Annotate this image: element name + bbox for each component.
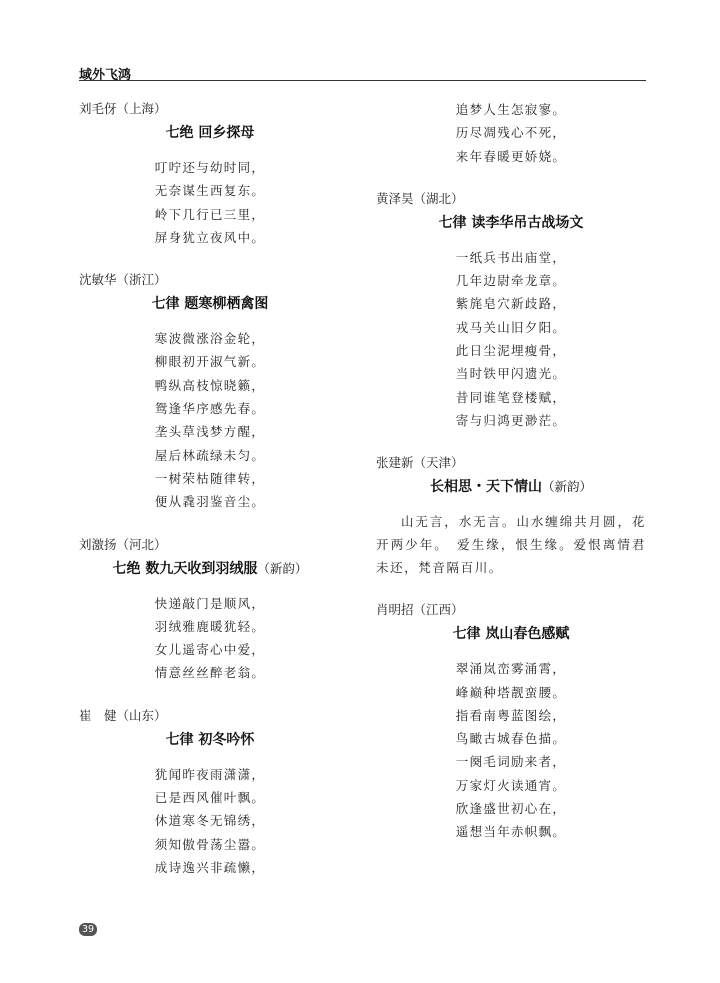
poem-line: 鸭纵高枝惊晓籁， bbox=[154, 377, 266, 393]
poem-title: 七绝 回乡探母 bbox=[165, 125, 255, 141]
poem-lines bbox=[79, 592, 341, 685]
poem-title: 七律 岚山春色感赋 bbox=[452, 626, 570, 643]
poem-line: 戎马关山旧夕阳。 bbox=[455, 319, 567, 335]
poem-line: 遥想当年赤帜飘。 bbox=[455, 824, 567, 840]
poem-line: 昔同谁笔登楼赋， bbox=[455, 389, 567, 405]
poem-line: 欣逢盛世初心在， bbox=[455, 801, 567, 817]
poem-author: 刘激扬（河北） bbox=[79, 536, 167, 552]
poem-author: 崔 健（山东） bbox=[79, 707, 167, 723]
poem-line: 追梦人生怎寂寥。 bbox=[455, 102, 567, 117]
poem-title-note: （新韵） bbox=[257, 560, 308, 576]
poem-line: 来年春暖更娇娆。 bbox=[455, 148, 567, 164]
poem-line: 情意丝丝醉老翁。 bbox=[154, 665, 266, 681]
poem-title: 七律 初冬吟怀 bbox=[165, 731, 255, 748]
poem-line: 犹闻昨夜雨潇潇， bbox=[154, 766, 266, 782]
poem-lines bbox=[79, 327, 341, 513]
poem-line: 历尽凋残心不死， bbox=[455, 125, 567, 141]
poem-line: 寒波微涨浴金轮， bbox=[154, 331, 266, 347]
poem-line: 此日尘泥埋瘦骨， bbox=[455, 343, 567, 359]
poem-line: 屋后林疏绿未匀。 bbox=[154, 447, 266, 463]
poem-line: 万家灯火读通宵。 bbox=[455, 777, 567, 793]
poem-title-text: 长相思・天下情山 bbox=[429, 479, 542, 496]
poem-line: 垄头草浅梦方醒， bbox=[154, 424, 266, 440]
poem-line: 一树荣枯随律转， bbox=[154, 470, 266, 486]
poem-line: 一纸兵书出庙堂， bbox=[455, 249, 567, 265]
poem-line: 一阕毛词励来者， bbox=[455, 754, 567, 770]
right-column bbox=[376, 98, 646, 844]
poem-shen-minhua bbox=[79, 269, 341, 513]
poem-author: 张建新（天津） bbox=[376, 455, 464, 471]
poem-huang-zehao bbox=[376, 188, 646, 432]
poem-title bbox=[79, 556, 341, 582]
header-rule bbox=[79, 80, 646, 81]
poem-zhang-jianxin bbox=[376, 452, 646, 579]
poem-line: 叮咛还与幼时同， bbox=[154, 160, 266, 175]
poem-line: 柳眼初开淑气新。 bbox=[154, 354, 266, 370]
poem-author: 刘毛伢（上海） bbox=[79, 101, 167, 116]
poem-author: 肖明招（江西） bbox=[376, 602, 464, 618]
poem-line: 几年边尉牵龙章。 bbox=[455, 273, 567, 289]
poem-lines bbox=[79, 156, 341, 249]
poem-line: 屏身犹立夜风中。 bbox=[154, 229, 266, 245]
poem-cui-jian bbox=[79, 705, 341, 879]
poem-line: 翠涌岚峦雾涌霄， bbox=[455, 661, 567, 677]
poem-xiao-mingzhao bbox=[376, 599, 646, 843]
page-number: 39 bbox=[79, 923, 97, 936]
poem-lines bbox=[376, 246, 646, 432]
poem-title: 七律 题寒柳栖禽图 bbox=[151, 296, 269, 313]
poem-title-text: 七绝 数九天收到羽绒服 bbox=[112, 560, 258, 577]
poem-continued-lines bbox=[376, 98, 646, 168]
poem-title bbox=[376, 474, 646, 500]
poem-line: 指看南粤蓝图绘， bbox=[455, 707, 567, 723]
poem-line: 已是西风催叶飘。 bbox=[154, 790, 266, 806]
poem-line: 鸟瞰古城春色描。 bbox=[455, 731, 567, 747]
poem-author: 沈敏华（浙江） bbox=[79, 272, 167, 288]
poem-line: 鸳逢华序感先春。 bbox=[154, 401, 266, 417]
poem-line: 无奈谋生西复东。 bbox=[154, 183, 266, 199]
poem-liu-jiyang bbox=[79, 534, 341, 685]
poem-line: 快递敲门是顺风， bbox=[154, 595, 266, 611]
poem-line: 女儿遥寄心中爱， bbox=[154, 642, 266, 658]
poem-author: 黄泽昊（湖北） bbox=[376, 190, 464, 206]
poem-title-note: （新韵） bbox=[541, 479, 592, 495]
poem-lines bbox=[376, 657, 646, 843]
poem-line: 寄与归鸿更渺茫。 bbox=[455, 412, 567, 428]
poem-line: 羽绒雅鹿暖犹轻。 bbox=[154, 618, 266, 634]
poem-title: 七律 读李华吊古战场文 bbox=[438, 214, 584, 231]
poem-prose: 山无言，水无言。山水缠绵共月圆，花开两少年。 爱生缘，恨生缘。爱恨离情君未还，梵音隔百川。 bbox=[376, 514, 646, 576]
poem-line: 便从毳羽鉴音尘。 bbox=[154, 494, 266, 510]
poem-line: 休道寒冬无锦绣， bbox=[154, 813, 266, 829]
poem-lines bbox=[79, 763, 341, 879]
poem-line: 岭下几行已三里， bbox=[154, 206, 266, 222]
left-column bbox=[79, 98, 341, 879]
poem-line: 峰巅种塔靓蛮腰。 bbox=[455, 684, 567, 700]
poem-line: 成诗逸兴非疏懒， bbox=[154, 859, 266, 875]
poem-line: 当时铁甲闪遗光。 bbox=[455, 366, 567, 382]
poem-liu-maoya bbox=[79, 98, 341, 249]
running-header-title: 域外飞鸿 bbox=[79, 68, 132, 83]
poem-line: 须知傲骨荡尘嚣。 bbox=[154, 836, 266, 852]
poem-line: 紫旄皂穴新歧路， bbox=[455, 296, 567, 312]
